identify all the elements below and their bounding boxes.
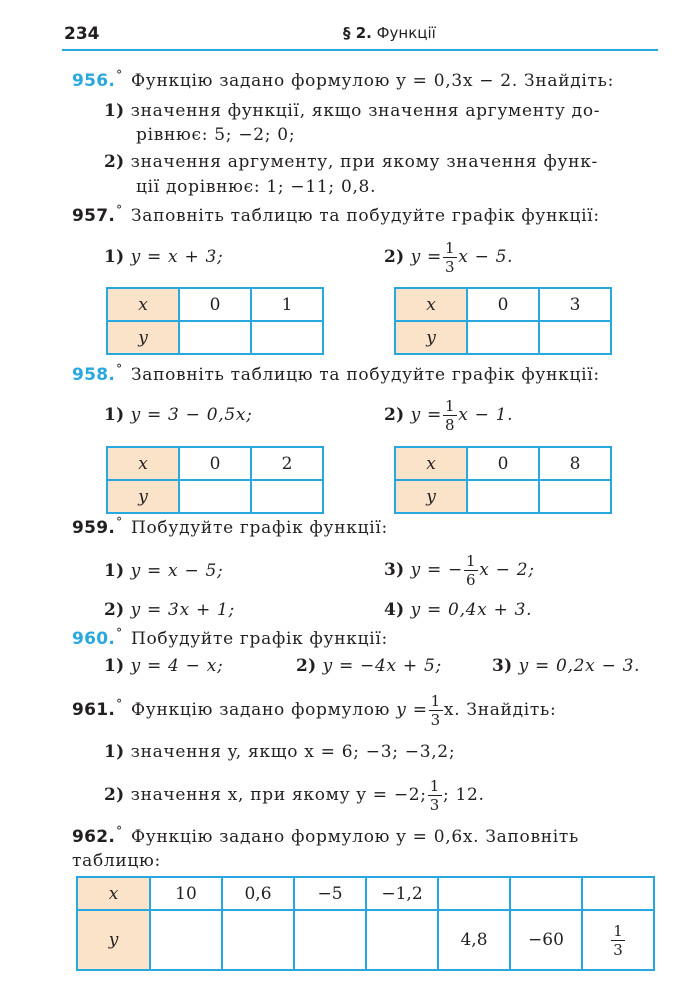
section-title: Функції — [376, 24, 436, 42]
problem-961-item-2: 2) значення x, при якому y = −2; $\frac{1}{3}$ ; 12. — [104, 777, 485, 814]
table-cell: −1,2 — [366, 877, 438, 910]
table-header-x: x — [395, 447, 467, 480]
table-cell — [294, 910, 366, 970]
problem-number: 962. — [72, 827, 116, 847]
problem-959-item-3: 3) y = − $\frac{1}{6}$ x − 2; — [384, 552, 535, 589]
table-header-y: y — [107, 480, 179, 513]
section-label: § 2. — [343, 24, 372, 42]
table-cell: 4,8 — [438, 910, 510, 970]
table-header-x: x — [77, 877, 150, 910]
table-cell-empty — [467, 321, 539, 354]
problem-number: 960. — [72, 629, 116, 649]
table-header-y: y — [77, 910, 150, 970]
problem-957-item-2: 2) y = $\frac{1}{3}$ x − 5. — [384, 239, 514, 276]
table-header-x: x — [107, 288, 179, 321]
table-cell-empty — [179, 480, 251, 513]
problem-text: Функцію задано формулою y = 0,3x − 2. Знайдіть: — [130, 71, 615, 91]
problem-960-item-3: 3) y = 0,2x − 3. — [492, 656, 641, 676]
table-cell: −5 — [294, 877, 366, 910]
table-cell: 0 — [467, 447, 539, 480]
problem-number: 959. — [72, 518, 116, 538]
problem-961-item-1: 1) значення y, якщо x = 6; −3; −3,2; — [104, 742, 456, 762]
table-cell: 0,6 — [222, 877, 294, 910]
table-header-x: x — [395, 288, 467, 321]
table-cell-empty — [179, 321, 251, 354]
problem-959-item-2: 2) y = 3x + 1; — [104, 600, 235, 620]
table-cell: 0 — [179, 288, 251, 321]
table-header-y: y — [107, 321, 179, 354]
table-cell — [438, 877, 510, 910]
problem-958-stem: 958.° Заповніть таблицю та побудуйте графік функції: — [72, 362, 600, 385]
problem-958-item-2: 2) y = $\frac{1}{8}$ x − 1. — [384, 397, 514, 434]
problem-960-item-1: 1) y = 4 − x; — [104, 656, 224, 676]
problem-956-stem: 956.° Функцію задано формулою y = 0,3x − 2. Знайдіть: — [72, 68, 615, 91]
problem-962-stem: 962.° Функцію задано формулою y = 0,6x. Заповніть — [72, 824, 579, 847]
fraction: $\frac{1}{3}$ — [430, 692, 441, 729]
table-cell: 0 — [179, 447, 251, 480]
table-cell — [510, 877, 582, 910]
table-cell: 10 — [150, 877, 222, 910]
problem-958-table-2 — [394, 446, 612, 514]
fraction: $\frac{1}{3}$ — [444, 239, 456, 276]
problem-number: 961. — [72, 700, 116, 720]
problem-961-stem: 961.° Функцію задано формулою y = $\frac{1}{3}$ x. Знайдіть: — [72, 692, 557, 729]
problem-956-item-2-cont: ції дорівнює: 1; −11; 0,8. — [136, 177, 377, 197]
problem-957-item-1: 1) y = x + 3; — [104, 247, 224, 267]
problem-number: 957. — [72, 206, 116, 226]
problem-958-table-1 — [106, 446, 324, 514]
running-header — [343, 24, 436, 42]
problem-956-item-2: 2) значення аргументу, при якому значення функ- — [104, 152, 598, 172]
table-cell — [222, 910, 294, 970]
fraction: $\frac{1}{6}$ — [466, 552, 477, 589]
table-cell: −60 — [510, 910, 582, 970]
table-cell-empty — [251, 480, 323, 513]
problem-956-item-1: 1) значення функції, якщо значення аргументу до- — [104, 101, 601, 121]
problem-number: 958. — [72, 365, 116, 385]
problem-959-item-1: 1) y = x − 5; — [104, 561, 224, 581]
table-header-y: y — [395, 480, 467, 513]
table-cell — [582, 877, 654, 910]
page-number: 234 — [64, 24, 100, 44]
table-cell: 2 — [251, 447, 323, 480]
problem-956-item-1-cont: рівнює: 5; −2; 0; — [136, 125, 296, 145]
problem-960-stem: 960.° Побудуйте графік функції: — [72, 626, 388, 649]
table-header-x: x — [107, 447, 179, 480]
table-cell: 0 — [467, 288, 539, 321]
table-cell: 8 — [539, 447, 611, 480]
table-cell — [366, 910, 438, 970]
table-header-y: y — [395, 321, 467, 354]
problem-962-table — [76, 876, 655, 971]
fraction: $\frac{1}{8}$ — [444, 397, 456, 434]
table-cell: 1 — [251, 288, 323, 321]
table-cell-empty — [539, 321, 611, 354]
table-cell — [150, 910, 222, 970]
problem-957-table-1 — [106, 287, 324, 355]
problem-959-stem: 959.° Побудуйте графік функції: — [72, 515, 388, 538]
problem-959-item-4: 4) y = 0,4x + 3. — [384, 600, 533, 620]
table-cell-fraction — [582, 910, 654, 970]
problem-957-stem: 957.° Заповніть таблицю та побудуйте графік функції: — [72, 203, 600, 226]
table-cell-empty — [251, 321, 323, 354]
problem-957-table-2 — [394, 287, 612, 355]
problem-962-stem-cont: таблицю: — [72, 851, 161, 871]
problem-960-item-2: 2) y = −4x + 5; — [296, 656, 442, 676]
fraction: $\frac{1}{3}$ — [429, 777, 440, 814]
table-cell: 3 — [539, 288, 611, 321]
header-rule — [62, 49, 658, 51]
table-cell-empty — [467, 480, 539, 513]
table-cell-empty — [539, 480, 611, 513]
problem-number: 956. — [72, 71, 116, 91]
fraction: $\frac{1}{3}$ — [613, 921, 623, 959]
problem-958-item-1: 1) y = 3 − 0,5x; — [104, 405, 253, 425]
